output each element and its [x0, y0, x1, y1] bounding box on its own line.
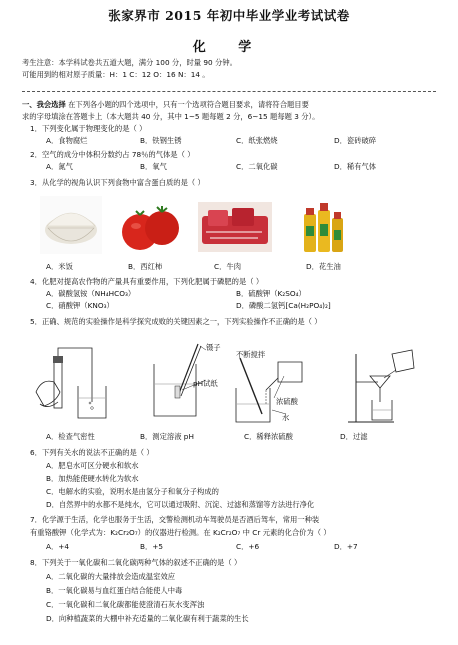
q7-option-c: C．+6: [236, 542, 260, 551]
ph-paper-label: pH试纸: [193, 379, 218, 388]
q8-option-c: C．一氧化碳和二氧化碳都能使澄清石灰水变浑浊: [46, 600, 205, 609]
tweezers-label: 镊子: [206, 343, 221, 352]
notice-line-2: 可能用到的相对原子质量：H：1 C：12 O：16 N：14 。: [22, 70, 210, 79]
q4-option-b: B．硫酸钾（K₂SO₄）: [236, 289, 306, 298]
notice-line-1: 考生注意：本学科试卷共五道大题，满分 100 分，时量 90 分钟。: [22, 58, 237, 67]
q7-option-a: A．+4: [46, 542, 70, 551]
tomato-image: [120, 200, 182, 252]
stir-label: 不断搅拌: [236, 350, 266, 359]
question-7-stem-line-1: 7．化学源于生活，化学也服务于生活，交警检测机动车驾驶员是否酒后驾车，常用一种装: [30, 515, 320, 524]
question-8-stem: 8．下列关于一氧化碳和二氧化碳两种气体的叙述不正确的是（ ）: [30, 558, 242, 567]
subject-title: 化 学: [192, 40, 266, 55]
section1-intro-line-1: [22, 100, 309, 109]
q1-option-c: C．纸张燃烧: [236, 136, 278, 145]
section1-intro-text: 在下列各小题的四个选项中，只有一个选项符合题目要求，请将符合题目要: [68, 100, 309, 109]
question-3-stem: 3．从化学的视角认识下列食物中富含蛋白质的是（ ）: [30, 178, 205, 187]
q4-option-d: D．磷酸二氢钙[Ca(H₂PO₄)₂]: [236, 301, 331, 310]
water-label: 水: [282, 413, 290, 422]
q2-option-c: C．二氧化碳: [236, 162, 278, 171]
q6-option-d: D．自然界中的水都不是纯水，它可以通过吸附、沉淀、过滤和蒸馏等方法进行净化: [46, 500, 315, 509]
section1-intro-line-2: 求的字母填涂在答题卡上（本大题共 40 分，其中 1~5 题每题 2 分，6~15 题每题 3 分）。: [22, 112, 320, 121]
filtration-figure: [334, 344, 420, 426]
q2-option-a: A．氮气: [46, 162, 73, 171]
exam-title: 张家界市 2015 年初中毕业学业考试试卷: [108, 8, 350, 23]
q7-option-b: B．+5: [140, 542, 164, 551]
q5-option-a: A．检查气密性: [46, 432, 95, 441]
q6-option-b: B．加热能使硬水转化为软水: [46, 474, 139, 483]
peanut-oil-image: [300, 198, 346, 254]
acid-label: 浓硫酸: [276, 397, 298, 406]
q8-option-a: A．二氧化碳的大量排放会造成温室效应: [46, 572, 176, 581]
q6-option-c: C．电解水的实验，说明水是由氢分子和氧分子构成的: [46, 487, 219, 496]
q4-option-c: C．硝酸钾（KNO₃）: [46, 301, 114, 310]
q1-option-b: B．铁钢生锈: [140, 136, 182, 145]
q5-option-d: D．过滤: [340, 432, 368, 441]
q3-option-b: B．西红柿: [128, 262, 163, 271]
q8-option-d: D．向种植蔬菜的大棚中补充适量的二氧化碳有利于蔬菜的生长: [46, 614, 249, 623]
q1-option-d: D．瓷砖破碎: [334, 136, 377, 145]
q5-option-b: B．测定溶液 pH: [140, 432, 194, 441]
section1-heading: 一、我会选择: [22, 100, 66, 109]
q8-option-b: B．一氧化碳易与血红蛋白结合能使人中毒: [46, 586, 183, 595]
q3-option-a: A．米饭: [46, 262, 73, 271]
q3-option-d: D．花生油: [306, 262, 341, 271]
rice-image: [40, 196, 102, 254]
question-2-stem: 2．空气的成分中体积分数约占 78％的气体是（ ）: [30, 150, 195, 159]
q6-option-a: A．肥皂水可区分硬水和软水: [46, 461, 139, 470]
question-4-stem: 4．化肥对提高农作物的产量具有重要作用，下列化肥属于磷肥的是（ ）: [30, 277, 264, 286]
q4-option-a: A．碳酸氢铵（NH₄HCO₃）: [46, 289, 136, 298]
q3-option-c: C．牛肉: [214, 262, 241, 271]
q1-option-a: A．食物腐烂: [46, 136, 88, 145]
q7-option-d: D．+7: [334, 542, 358, 551]
question-5-stem: 5．正确、规范的实验操作是科学探究成败的关键因素之一，下列实验操作不正确的是（ ）: [30, 317, 322, 326]
question-7-stem-line-2: 有重铬酸钾（化学式为：K₂Cr₂O₇）的仪器进行检测。在 K₂Cr₂O₇ 中 Cr 元素的化合价为（ ）: [30, 528, 331, 537]
question-1-stem: 1．下列变化属于物理变化的是（ ）: [30, 124, 147, 133]
section-divider: [22, 91, 436, 92]
question-6-stem: 6．下列有关水的说法不正确的是（ ）: [30, 448, 154, 457]
q2-option-d: D．稀有气体: [334, 162, 377, 171]
q2-option-b: B．氧气: [140, 162, 167, 171]
beef-image: [198, 202, 272, 252]
q5-option-c: C．稀释浓硫酸: [244, 432, 293, 441]
airtightness-check-figure: [26, 342, 110, 424]
